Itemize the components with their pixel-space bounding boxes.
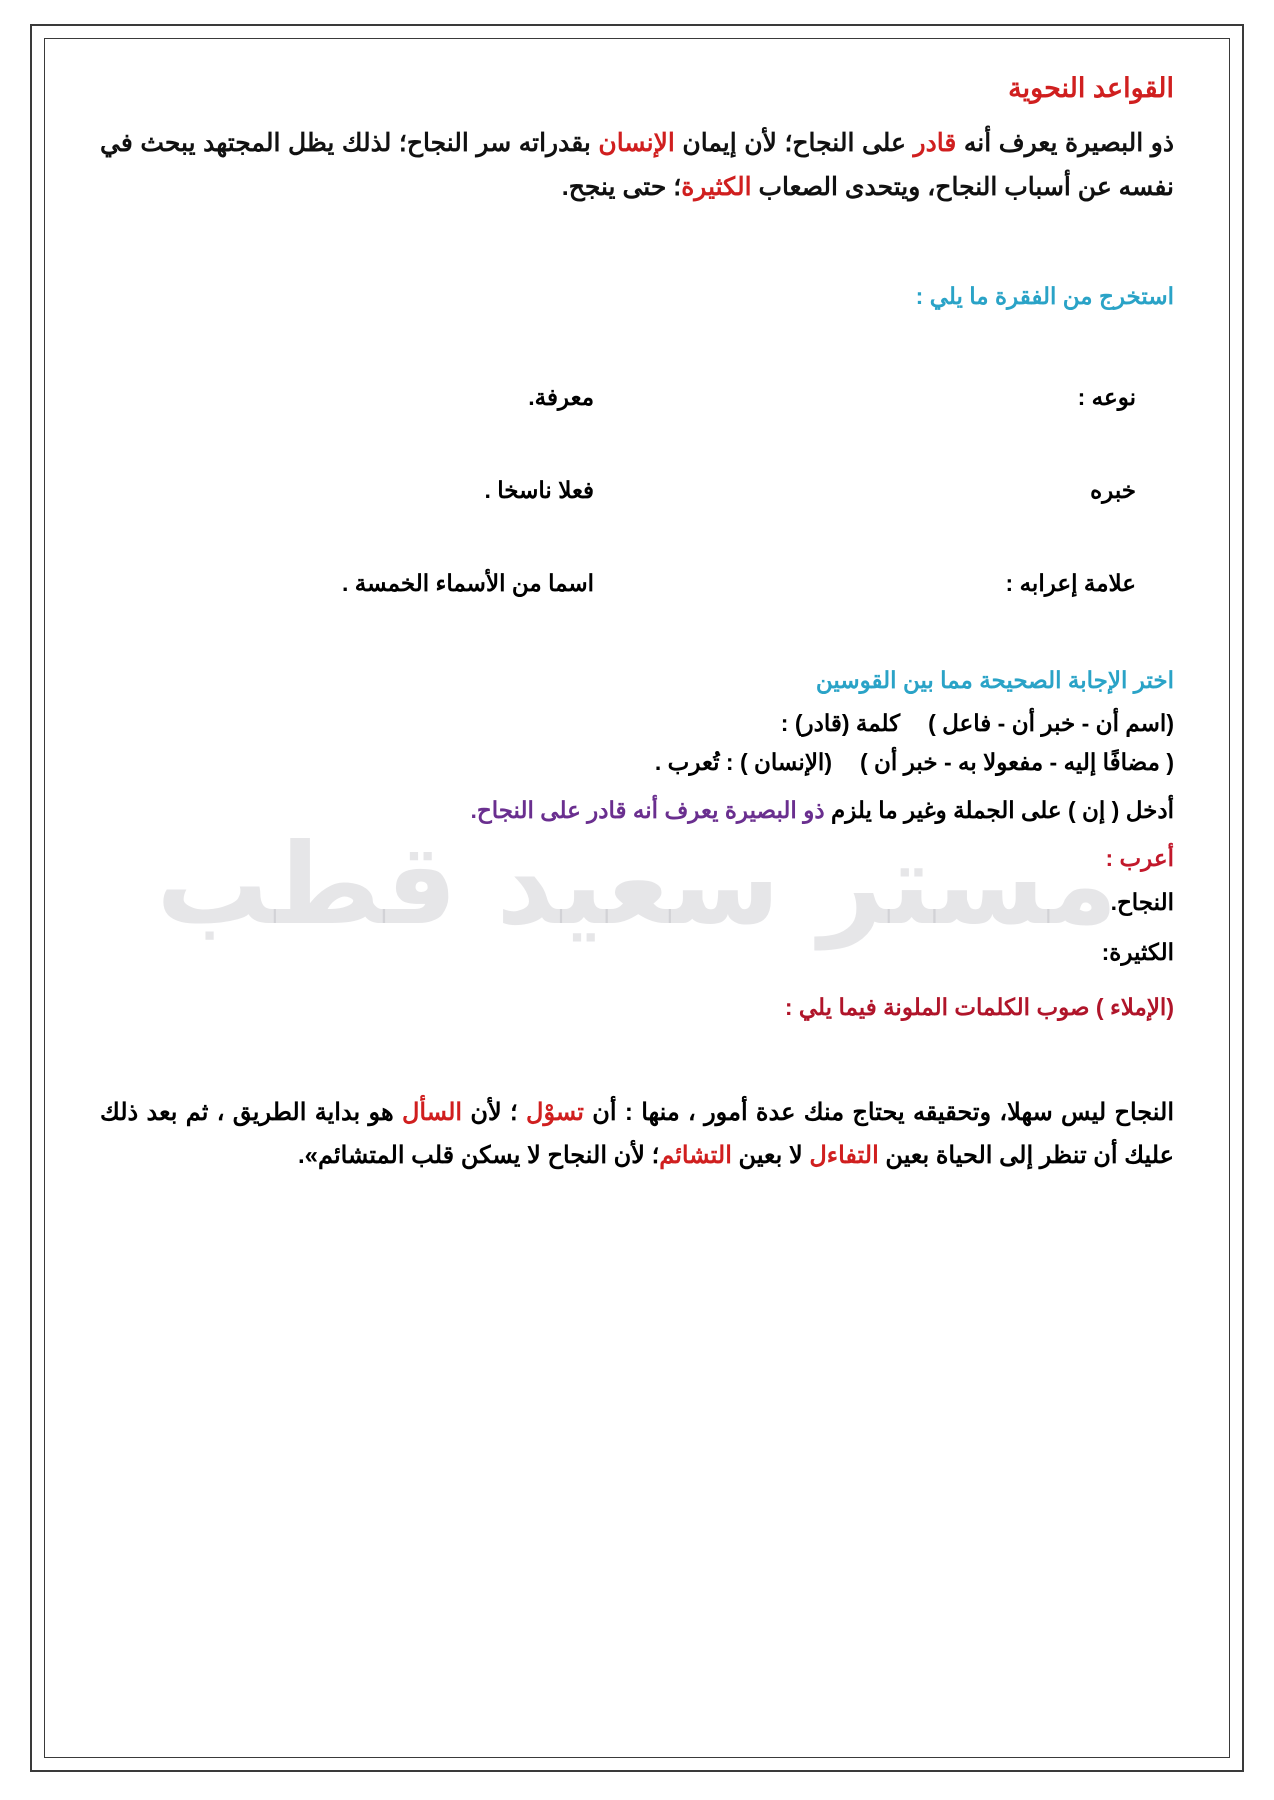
document-content (72, 70, 1202, 1730)
imla-highlight-3: التفاءل (809, 1142, 879, 1170)
choice-row-2 (100, 743, 1174, 782)
imla-seg-3: هو بداية الطريق ، ثم بعد ذلك عليك أن تنظر إلى الحياة بعين (100, 1099, 1174, 1170)
parse-item-1: النجاح. (1110, 888, 1174, 915)
imla-seg-1: النجاح ليس سهلا، وتحقيقه يحتاج منك عدة أمور ، منها : أن (583, 1099, 1174, 1127)
extract-row-3 (100, 570, 1174, 597)
intro-highlight-qadir: قادر (913, 128, 957, 157)
intro-highlight-insan: الإنسان (598, 128, 675, 157)
section-heading-extract: استخرج من الفقرة ما يلي : (915, 283, 1174, 310)
section-heading-parse: أعرب : (1105, 844, 1174, 871)
intro-seg-1: ذو البصيرة يعرف أنه (956, 128, 1174, 157)
choice-row-1 (100, 704, 1174, 743)
intro-seg-4: ؛ حتى ينجح. (561, 172, 682, 201)
imla-highlight-4: التشائم (659, 1142, 732, 1170)
extract-row-2-sub: خبره (1090, 477, 1136, 504)
imla-seg-5: ؛ لأن النجاح لا يسكن قلب المتشائم». (298, 1142, 660, 1170)
insert-inna-line (100, 790, 1174, 830)
choice-row-2-label: (الإنسان ) : تُعرب . (654, 749, 832, 776)
section-heading-choose: اختر الإجابة الصحيحة مما بين القوسين (815, 667, 1174, 694)
choice-row-2-options: ( مضافًا إليه - مفعولا به - خبر أن ) (859, 749, 1174, 776)
extract-row-3-sub: علامة إعرابه : (1005, 570, 1136, 597)
parse-item-2: الكثيرة: (1101, 938, 1174, 965)
extract-row-3-main: اسما من الأسماء الخمسة . (342, 570, 595, 597)
section-heading-imla: (الإملاء ) صوب الكلمات الملونة فيما يلي : (784, 994, 1174, 1021)
imla-highlight-2: السأل (401, 1099, 463, 1127)
imla-seg-2: ؛ لأن (462, 1099, 527, 1127)
imla-seg-4: لا بعين (731, 1142, 810, 1170)
extract-row-2 (100, 477, 1174, 504)
intro-paragraph (100, 122, 1174, 210)
intro-seg-3: بقدراته سر النجاح؛ لذلك يظل المجتهد يبحث في نفسه عن أسباب النجاح، ويتحدى الصعاب (100, 128, 1174, 201)
intro-highlight-kathira: الكثيرة (681, 172, 752, 201)
page-title: القواعد النحوية (1008, 73, 1174, 103)
extract-row-2-main: فعلا ناسخا . (484, 477, 595, 504)
extract-row-1-main: معرفة. (528, 384, 595, 411)
extract-row-1-sub: نوعه : (1077, 384, 1136, 411)
insert-inna-sentence: ذو البصيرة يعرف أنه قادر على النجاح. (470, 797, 825, 824)
imla-highlight-1: تسوْل (526, 1099, 584, 1127)
insert-inna-instruction: أدخل ( إن ) على الجملة وغير ما يلزم (824, 797, 1174, 824)
choice-row-1-options: (اسم أن - خبر أن - فاعل ) (928, 710, 1174, 737)
extract-row-1 (100, 384, 1174, 411)
watermark-text: مستر سعيد قطب (156, 820, 1118, 950)
intro-seg-2: على النجاح؛ لأن إيمان (674, 128, 914, 157)
imla-paragraph (100, 1091, 1174, 1177)
choice-row-1-label: كلمة (قادر) : (780, 710, 901, 737)
